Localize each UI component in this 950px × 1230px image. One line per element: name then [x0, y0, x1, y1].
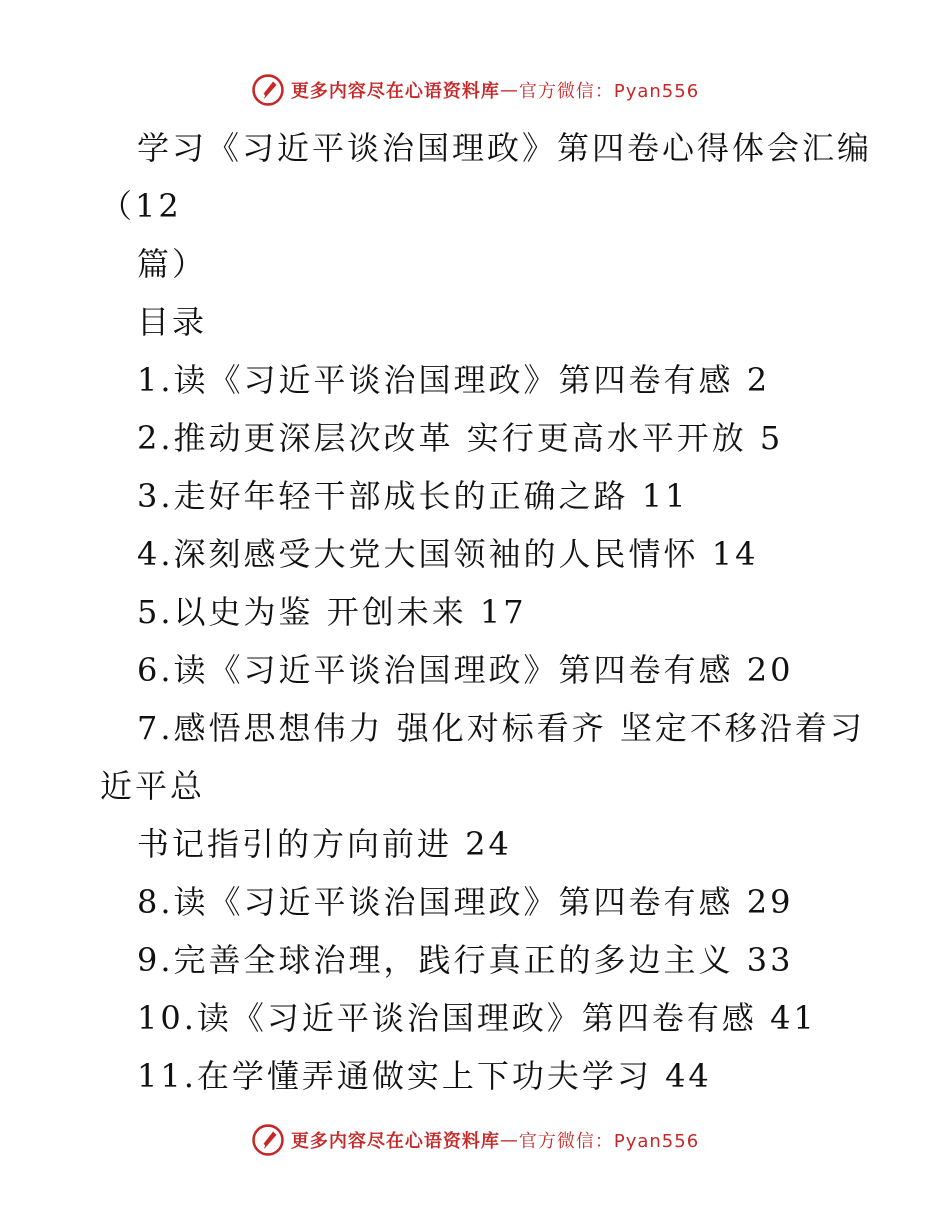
banner-wechat-text: 官方微信：Pyan556: [518, 81, 700, 102]
toc-entry-5: 5.以史为鉴 开创未来 17: [137, 593, 527, 631]
toc-entry-8: 8.读《习近平谈治国理政》第四卷有感 29: [137, 883, 794, 921]
banner-wechat-text: 官方微信：Pyan556: [518, 1131, 700, 1152]
banner-main-text: 更多内容尽在心语资料库: [290, 81, 500, 102]
toc-entry-9: 9.完善全球治理，践行真正的多边主义 33: [137, 941, 794, 979]
toc-entry-3: 3.走好年轻干部成长的正确之路 11: [137, 477, 689, 515]
document-title-line-2: （12: [100, 187, 182, 225]
toc-entry-1: 1.读《习近平谈治国理政》第四卷有感 2: [137, 361, 771, 399]
toc-entry-10: 10.读《习近平谈治国理政》第四卷有感 41: [137, 999, 817, 1037]
toc-entry-2: 2.推动更深层次改革 实行更高水平开放 5: [137, 419, 784, 457]
document-title-line-1: 学习《习近平谈治国理政》第四卷心得体会汇编: [137, 129, 873, 167]
header-banner: [0, 70, 950, 110]
toc-entry-7-part-1: 7.感悟思想伟力 强化对标看齐 坚定不移沿着习: [137, 709, 865, 747]
footer-banner: [0, 1120, 950, 1160]
toc-heading: 目录: [137, 303, 208, 341]
toc-entry-7-part-3: 书记指引的方向前进 24: [137, 825, 512, 863]
banner-main-text: 更多内容尽在心语资料库: [290, 1131, 500, 1152]
banner-dash: —: [499, 1129, 519, 1151]
pen-nib-logo-icon: [251, 73, 285, 107]
toc-entry-6: 6.读《习近平谈治国理政》第四卷有感 20: [137, 651, 794, 689]
toc-entry-4: 4.深刻感受大党大国领袖的人民情怀 14: [137, 535, 759, 573]
banner-dash: —: [499, 79, 519, 101]
toc-entry-11: 11.在学懂弄通做实上下功夫学习 44: [137, 1057, 712, 1095]
document-title-line-3: 篇）: [137, 245, 208, 283]
toc-entry-7-part-2: 近平总: [100, 767, 206, 805]
pen-nib-logo-icon: [251, 1123, 285, 1157]
